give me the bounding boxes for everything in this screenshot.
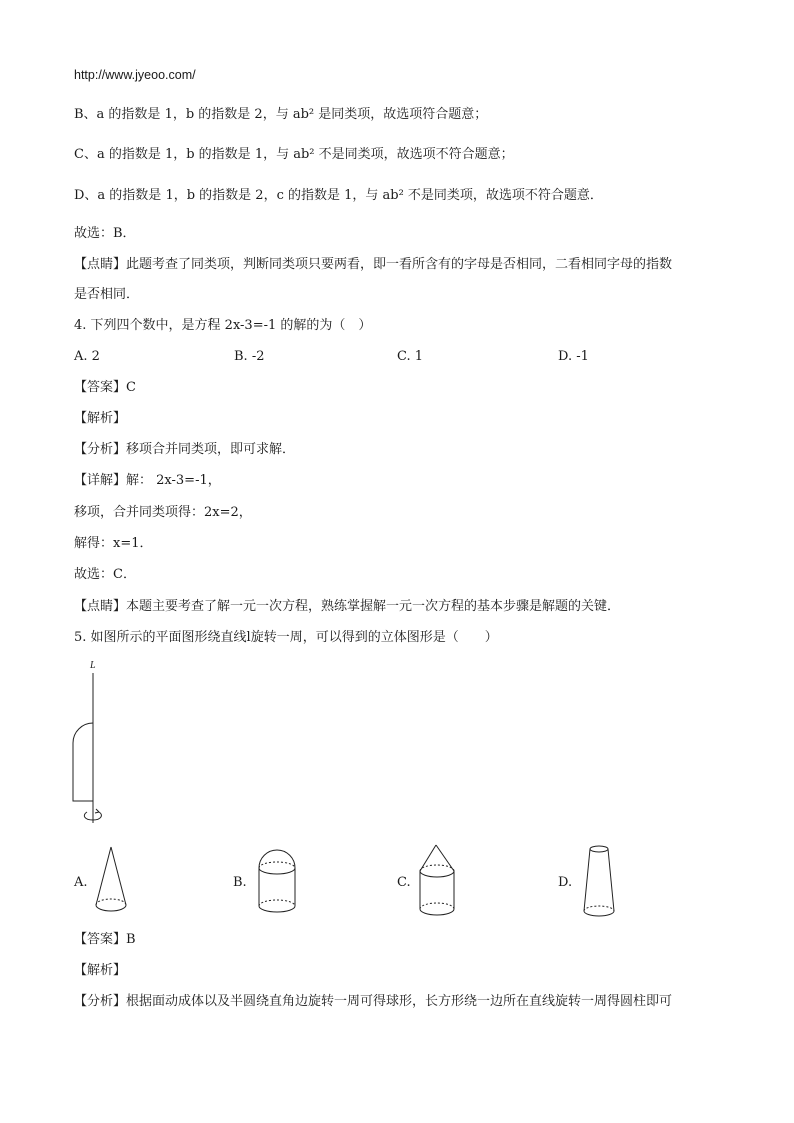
prev-comment-line2: 是否相同．: [74, 287, 140, 302]
explanation-line-b: B、a 的指数是 1，b 的指数是 2，与 ab² 是同类项，故选项符合题意；: [74, 107, 488, 122]
header-url[interactable]: http://www.jyeoo.com/: [74, 68, 196, 82]
q4-stem: 4. 下列四个数中，是方程 2x-3=-1 的解的为（ ）: [74, 318, 372, 333]
prev-comment-line1: 【点睛】此题考查了同类项，判断同类项只要两看，即一看所含有的字母是否相同，二看相同字母的指数: [74, 257, 673, 272]
q5-analysis: 【分析】根据面动成体以及半圆绕直角边旋转一周可得球形，长方形绕一边所在直线旋转一周得圆柱即可: [74, 994, 673, 1009]
rectangle-part: [73, 743, 93, 801]
axis-label: L: [90, 660, 96, 671]
q4-step1: 移项，合并同类项得：2x=2，: [74, 505, 252, 520]
q4-step2: 解得：x=1．: [74, 536, 153, 551]
q5-answer: 【答案】B: [74, 932, 136, 947]
q4-option-b: B. -2: [234, 349, 265, 364]
q5-option-d-label: D.: [558, 875, 573, 890]
q4-answer: 【答案】C: [74, 380, 136, 395]
q4-detail: 【详解】解： 2x-3=-1，: [74, 473, 221, 488]
q4-option-c: C. 1: [397, 349, 424, 364]
q5-option-a-label: A.: [74, 875, 88, 890]
q5-analysis-label: 【解析】: [74, 963, 127, 978]
cone-cylinder-figure: [416, 843, 460, 919]
half-disk-top: [73, 723, 93, 743]
q4-analysis: 【分析】移项合并同类项，即可求解．: [74, 442, 296, 457]
cone-figure: [92, 845, 132, 920]
explanation-line-d: D、a 的指数是 1，b 的指数是 2，c 的指数是 1，与 ab² 不是同类项，故选项不符合题意．: [74, 188, 603, 203]
hemisphere-cylinder-figure: [255, 848, 299, 918]
q4-comment: 【点睛】本题主要考查了解一元一次方程，熟练掌握解一元一次方程的基本步骤是解题的关键．: [74, 599, 621, 614]
q4-choice: 故选：C．: [74, 567, 136, 582]
prev-choice: 故选：B．: [74, 226, 136, 241]
q5-plane-figure: [60, 655, 120, 830]
frustum-figure: [580, 843, 620, 921]
q4-option-a: A. 2: [74, 349, 100, 364]
q4-analysis-label: 【解析】: [74, 411, 127, 426]
q5-option-b-label: B.: [233, 875, 247, 890]
explanation-line-c: C、a 的指数是 1，b 的指数是 1，与 ab² 不是同类项，故选项不符合题意；: [74, 147, 514, 162]
q4-option-d: D. -1: [558, 349, 589, 364]
q5-option-c-label: C.: [397, 875, 411, 890]
q5-stem: 5. 如图所示的平面图形绕直线l旋转一周，可以得到的立体图形是（ ）: [74, 630, 498, 645]
